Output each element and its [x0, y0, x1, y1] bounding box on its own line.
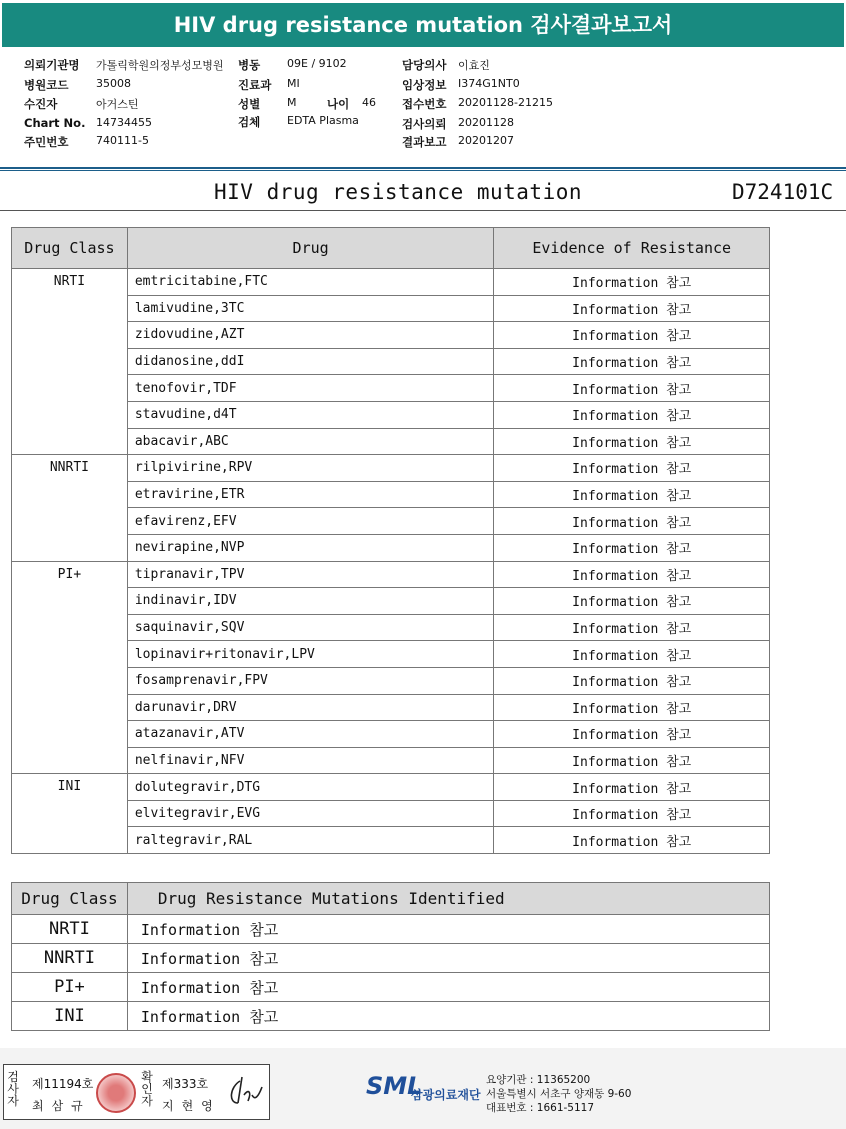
- evidence-cell: Information 참고: [494, 721, 770, 748]
- doctor-label: 담당의사: [402, 58, 447, 72]
- drug-cell: fosamprenavir,FPV: [127, 667, 494, 694]
- doctor: 이효진: [458, 59, 490, 72]
- sex: M: [287, 96, 297, 109]
- drug-cell: lamivudine,3TC: [127, 295, 494, 322]
- logo-mark: SML: [366, 1072, 423, 1100]
- drug-class-cell: NNRTI: [12, 944, 128, 973]
- table-row: [12, 1002, 770, 1031]
- evidence-cell: Information 참고: [494, 667, 770, 694]
- drug-cell: lopinavir+ritonavir,LPV: [127, 641, 494, 668]
- evidence-cell: Information 참고: [494, 534, 770, 561]
- drug-cell: tenofovir,TDF: [127, 375, 494, 402]
- seal-stamp-icon: [96, 1073, 136, 1113]
- drug-class-cell: INI: [12, 1002, 128, 1031]
- table-row: [12, 915, 770, 944]
- sml-logo: [366, 1072, 481, 1102]
- patient-info: [0, 57, 846, 157]
- evidence-cell: Information 참고: [494, 401, 770, 428]
- report-date: 20201207: [458, 134, 514, 147]
- receipt-no: 20201128-21215: [458, 96, 553, 109]
- confirmer-no: 제333호: [162, 1077, 209, 1091]
- confirmer-label: 확인자: [141, 1070, 153, 1108]
- test-code: D724101C: [732, 180, 834, 204]
- drug-class-cell: PI+: [12, 973, 128, 1002]
- sex-label: 성별: [238, 97, 261, 111]
- report-date-label: 결과보고: [402, 135, 447, 149]
- specimen: EDTA Plasma: [287, 114, 359, 127]
- specimen-label: 검체: [238, 115, 261, 129]
- table-header-row: [12, 883, 770, 915]
- requesting-org: 가톨릭학원의정부성모병원: [96, 59, 224, 72]
- evidence-cell: Information 참고: [494, 481, 770, 508]
- org-name: 삼광의료재단: [411, 1088, 481, 1102]
- header-mutations: Drug Resistance Mutations Identified: [127, 883, 769, 915]
- evidence-cell: Information 참고: [494, 827, 770, 854]
- mutation-cell: Information 참고: [127, 973, 769, 1002]
- drug-cell: indinavir,IDV: [127, 588, 494, 615]
- age: 46: [362, 96, 376, 109]
- examiner-label: 검사자: [7, 1070, 19, 1108]
- drug-class-cell: NRTI: [12, 269, 128, 455]
- drug-cell: raltegravir,RAL: [127, 827, 494, 854]
- chart-no: 14734455: [96, 116, 152, 129]
- chart-no-label: Chart No.: [24, 116, 86, 130]
- evidence-cell: Information 참고: [494, 428, 770, 455]
- table-row: [12, 774, 770, 801]
- mutation-cell: Information 참고: [127, 1002, 769, 1031]
- examiner-name: 최삼규: [32, 1099, 91, 1113]
- subtitle-bar: [0, 178, 846, 208]
- signature-box: [3, 1064, 270, 1120]
- drug-cell: saquinavir,SQV: [127, 614, 494, 641]
- evidence-cell: Information 참고: [494, 269, 770, 296]
- drug-cell: didanosine,ddI: [127, 348, 494, 375]
- evidence-cell: Information 참고: [494, 508, 770, 535]
- drug-cell: tipranavir,TPV: [127, 561, 494, 588]
- address: 서울특별시 서초구 양재동 9-60: [486, 1088, 632, 1100]
- evidence-cell: Information 참고: [494, 588, 770, 615]
- signature-icon: [226, 1073, 266, 1109]
- request-date: 20201128: [458, 116, 514, 129]
- report-title-banner: HIV drug resistance mutation 검사결과보고서: [2, 3, 844, 47]
- evidence-cell: Information 참고: [494, 455, 770, 482]
- evidence-cell: Information 참고: [494, 322, 770, 349]
- drug-cell: stavudine,d4T: [127, 401, 494, 428]
- ward-label: 병동: [238, 58, 261, 72]
- divider: [0, 210, 846, 211]
- drug-cell: efavirenz,EFV: [127, 508, 494, 535]
- drug-cell: abacavir,ABC: [127, 428, 494, 455]
- requesting-org-label: 의뢰기관명: [24, 58, 80, 72]
- hospital-code: 35008: [96, 77, 131, 90]
- examiner-no: 제11194호: [32, 1077, 94, 1091]
- drug-cell: rilpivirine,RPV: [127, 455, 494, 482]
- table-row: [12, 269, 770, 296]
- org-address: [486, 1073, 631, 1115]
- drug-cell: etravirine,ETR: [127, 481, 494, 508]
- subtitle: HIV drug resistance mutation: [214, 180, 583, 204]
- resident-no-label: 주민번호: [24, 135, 69, 149]
- drug-cell: darunavir,DRV: [127, 694, 494, 721]
- table-row: [12, 973, 770, 1002]
- evidence-cell: Information 참고: [494, 375, 770, 402]
- age-label: 나이: [327, 97, 350, 111]
- evidence-cell: Information 참고: [494, 561, 770, 588]
- evidence-cell: Information 참고: [494, 614, 770, 641]
- recipient: 아거스틴: [96, 98, 139, 111]
- ward: 09E / 9102: [287, 57, 347, 70]
- recipient-label: 수진자: [24, 97, 58, 111]
- evidence-cell: Information 참고: [494, 694, 770, 721]
- mutation-cell: Information 참고: [127, 915, 769, 944]
- evidence-cell: Information 참고: [494, 295, 770, 322]
- drug-cell: dolutegravir,DTG: [127, 774, 494, 801]
- drug-cell: nevirapine,NVP: [127, 534, 494, 561]
- mutation-cell: Information 참고: [127, 944, 769, 973]
- header-evidence: Evidence of Resistance: [494, 228, 770, 269]
- evidence-cell: Information 참고: [494, 641, 770, 668]
- header-drug-class: Drug Class: [12, 228, 128, 269]
- dept-label: 진료과: [238, 78, 272, 92]
- drug-cell: zidovudine,AZT: [127, 322, 494, 349]
- header-drug: Drug: [127, 228, 494, 269]
- clinical-info-label: 임상정보: [402, 78, 447, 92]
- receipt-no-label: 접수번호: [402, 97, 447, 111]
- institution-code: 요양기관 : 11365200: [486, 1074, 591, 1086]
- table-row: [12, 944, 770, 973]
- mutations-table: [11, 882, 770, 1031]
- drug-cell: emtricitabine,FTC: [127, 269, 494, 296]
- request-date-label: 검사의뢰: [402, 117, 447, 131]
- phone: 대표번호 : 1661-5117: [486, 1102, 595, 1114]
- evidence-cell: Information 참고: [494, 747, 770, 774]
- drug-cell: atazanavir,ATV: [127, 721, 494, 748]
- drug-class-cell: NRTI: [12, 915, 128, 944]
- drug-class-cell: NNRTI: [12, 455, 128, 561]
- table-row: [12, 455, 770, 482]
- drug-class-cell: INI: [12, 774, 128, 854]
- resident-no: 740111-5: [96, 134, 149, 147]
- evidence-cell: Information 참고: [494, 774, 770, 801]
- table-header-row: [12, 228, 770, 269]
- evidence-cell: Information 참고: [494, 800, 770, 827]
- drug-resistance-table: [11, 227, 770, 854]
- evidence-cell: Information 참고: [494, 348, 770, 375]
- divider: [0, 170, 846, 171]
- drug-class-cell: PI+: [12, 561, 128, 774]
- confirmer-name: 지현영: [162, 1099, 221, 1113]
- drug-cell: elvitegravir,EVG: [127, 800, 494, 827]
- dept: MI: [287, 77, 300, 90]
- hospital-code-label: 병원코드: [24, 78, 69, 92]
- table-row: [12, 561, 770, 588]
- divider: [0, 167, 846, 169]
- drug-cell: nelfinavir,NFV: [127, 747, 494, 774]
- clinical-info: I374G1NT0: [458, 77, 520, 90]
- header-drug-class: Drug Class: [12, 883, 128, 915]
